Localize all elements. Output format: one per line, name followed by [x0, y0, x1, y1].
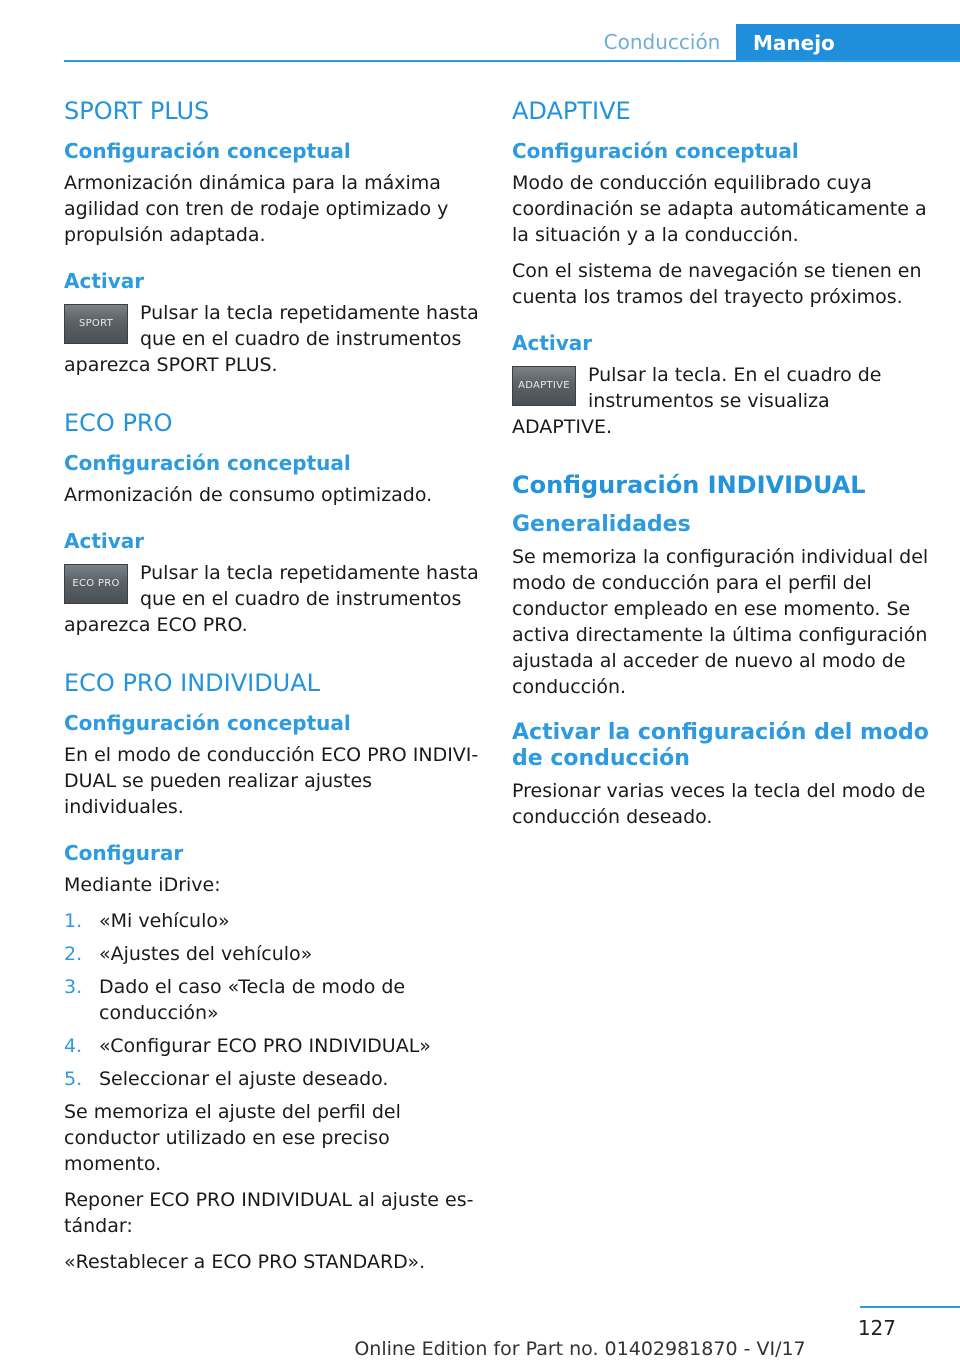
- step-number: 4.: [64, 1035, 83, 1057]
- adaptive-nav-text: Con el sistema de navegación se tienen en cuenta los tramos del trayecto próximos.: [512, 260, 922, 308]
- step-text: Dado el caso «Tecla de modo de conducción»: [99, 976, 406, 1024]
- eco-pro-individual-concept-heading: Configuración conceptual: [64, 711, 351, 735]
- adaptive-title: ADAPTIVE: [512, 97, 631, 125]
- eco-pro-activate-text: Pulsar la tecla repetidamente hasta que en el cuadro de instrumentos aparezca ECO PRO.: [64, 562, 479, 636]
- step-text: «Configurar ECO PRO INDIVIDUAL»: [99, 1035, 431, 1057]
- step-text: «Mi vehículo»: [99, 910, 230, 932]
- eco-pro-key-icon: ECO PRO: [64, 564, 128, 604]
- step-text: «Ajustes del vehículo»: [99, 943, 313, 965]
- configure-intro: Mediante iDrive:: [64, 874, 221, 896]
- header-chapter-tab: Manejo: [736, 24, 960, 62]
- adaptive-activate-text: Pulsar la tecla. En el cuadro de instrumentos se visualiza ADAPTIVE.: [512, 364, 882, 438]
- step-number: 3.: [64, 976, 83, 998]
- configure-steps-list: [64, 908, 484, 1092]
- memo-text: Se memoriza el ajuste del perfil del conductor utilizado en ese preciso momento.: [64, 1101, 401, 1175]
- page-header: [0, 0, 960, 64]
- step-number: 1.: [64, 910, 83, 932]
- step-number: 2.: [64, 943, 83, 965]
- sport-key-icon: SPORT: [64, 304, 128, 344]
- eco-pro-activate-heading: Activar: [64, 529, 145, 553]
- adaptive-key-icon: ADAPTIVE: [512, 366, 576, 406]
- sport-plus-activate-row: [64, 300, 484, 378]
- eco-pro-concept-text: Armonización de consumo optimizado.: [64, 484, 433, 506]
- adaptive-concept-heading: Configuración conceptual: [512, 139, 799, 163]
- eco-pro-activate-row: [64, 560, 484, 638]
- reset-action: «Restablecer a ECO PRO STANDARD».: [64, 1251, 426, 1273]
- edition-note: Online Edition for Part no. 01402981870 - VI/17: [354, 1338, 806, 1360]
- activate-mode-text: Presionar varias veces la tecla del modo de conducción deseado.: [512, 780, 926, 828]
- eco-pro-concept-heading: Configuración conceptual: [64, 451, 351, 475]
- list-item: [64, 941, 484, 967]
- eco-pro-title: ECO PRO: [64, 409, 173, 437]
- footer-divider: [860, 1306, 960, 1308]
- list-item: [64, 974, 484, 1026]
- activate-mode-heading: Activar la configuración del modo de conducción: [512, 720, 929, 771]
- header-section-label: Conducción: [603, 30, 721, 54]
- list-item: [64, 908, 484, 934]
- sport-plus-activate-heading: Activar: [64, 269, 145, 293]
- configure-heading: Configurar: [64, 841, 184, 865]
- step-text: Seleccionar el ajuste deseado.: [99, 1068, 389, 1090]
- reset-text: Reponer ECO PRO INDIVIDUAL al ajuste estándar:: [64, 1189, 474, 1237]
- page-number: 127: [857, 1316, 896, 1340]
- sport-plus-concept-heading: Configuración conceptual: [64, 139, 351, 163]
- adaptive-activate-heading: Activar: [512, 331, 593, 355]
- sport-plus-title: SPORT PLUS: [64, 97, 210, 125]
- list-item: [64, 1033, 484, 1059]
- list-item: [64, 1066, 484, 1092]
- step-number: 5.: [64, 1068, 83, 1090]
- general-text: Se memoriza la configuración individual del modo de conducción para el perfil del conductor empleado en ese momento. Se activa directamente la última configuración ajustada al acceder de nuevo al modo de conducción.: [512, 546, 929, 698]
- eco-pro-individual-concept-text: En el modo de conducción ECO PRO INDIVIDUAL se pueden realizar ajustes individuales.: [64, 744, 479, 818]
- individual-title: Configuración INDIVIDUAL: [512, 471, 866, 499]
- header-divider: [64, 60, 960, 62]
- general-heading: Generalidades: [512, 512, 691, 537]
- eco-pro-individual-title: ECO PRO INDIVIDUAL: [64, 669, 321, 697]
- left-column: [64, 96, 484, 1285]
- sport-plus-activate-text: Pulsar la tecla repetidamente hasta que en el cuadro de instrumentos aparezca SPORT PLUS.: [64, 302, 479, 376]
- right-column: [512, 96, 932, 840]
- adaptive-activate-row: [512, 362, 932, 440]
- sport-plus-concept-text: Armonización dinámica para la máxima agilidad con tren de rodaje optimizado y propulsión adaptada.: [64, 172, 449, 246]
- adaptive-concept-text: Modo de conducción equilibrado cuya coordinación se adapta automáticamente a la situación y a la conducción.: [512, 172, 927, 246]
